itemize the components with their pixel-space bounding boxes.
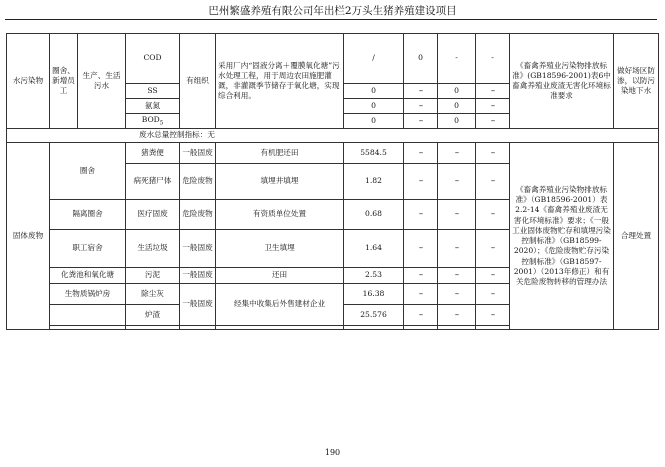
table-row — [7, 34, 659, 84]
value-cell: -- — [404, 268, 438, 284]
pollutant-name: COD — [126, 34, 180, 84]
spacer-cell — [344, 326, 404, 330]
value-cell: 0 — [438, 84, 476, 99]
total-control-cell: 废水总量控制指标：无 — [7, 129, 659, 143]
value-cell: -- — [438, 230, 476, 268]
value-cell: 5584.5 — [344, 143, 404, 164]
spacer-cell — [404, 326, 438, 330]
water-remark-cell: 做好场区防渗，以防污染地下水 — [614, 34, 659, 129]
spacer-cell — [180, 326, 216, 330]
value-cell: -- — [404, 305, 438, 326]
value-cell: 0.68 — [344, 200, 404, 230]
value-cell: -- — [404, 143, 438, 164]
value-cell: -- — [438, 200, 476, 230]
solid-disposal: 卫生填埋 — [216, 230, 344, 268]
pollutant-name: SS — [126, 84, 180, 99]
value-cell: - — [438, 34, 476, 84]
pollutant-table — [6, 33, 659, 330]
solid-disposal: 还田 — [216, 268, 344, 284]
value-cell: -- — [476, 143, 510, 164]
water-source-cell: 圈舍、新增员工 — [50, 34, 78, 129]
value-cell: -- — [476, 268, 510, 284]
value-cell: -- — [476, 305, 510, 326]
solid-source-cell: 职工宿舍 — [50, 230, 126, 268]
spacer-cell — [476, 326, 510, 330]
value-cell: 0 — [344, 114, 404, 129]
value-cell: -- — [404, 84, 438, 99]
value-cell: -- — [438, 164, 476, 200]
value-cell: -- — [476, 284, 510, 305]
value-cell: - — [476, 34, 510, 84]
title-rule — [5, 19, 657, 20]
value-cell: -- — [476, 230, 510, 268]
table-row — [7, 129, 659, 143]
value-cell: -- — [438, 143, 476, 164]
solid-item: 污泥 — [126, 268, 180, 284]
solid-standard-cell: 《畜禽养殖业污染物排放标准》（GB18596-2001）表2.2-14《畜禽养殖业废渣无害化环境标准》要求；《一般工业固体废物贮存和填埋污染控制标准》（GB18599-2020）；《危险废物贮存污染控制标准》（GB18597-2001）（2013年修正）和有关危险废物转移的管理办法 — [510, 143, 614, 330]
solid-nature: 一般固废 — [180, 268, 216, 284]
solid-nature: 一般固废 — [180, 143, 216, 164]
value-cell: 16.38 — [344, 284, 404, 305]
pollutant-name: $BOD_5$ — [126, 114, 180, 129]
value-cell: -- — [476, 99, 510, 114]
solid-nature: 一般固废 — [180, 284, 216, 326]
value-cell: 0 — [438, 114, 476, 129]
value-cell: / — [344, 34, 404, 84]
pollutant-name: 氨氮 — [126, 99, 180, 114]
value-cell: -- — [438, 305, 476, 326]
solid-item: 病死猪尸体 — [126, 164, 180, 200]
value-cell: 1.82 — [344, 164, 404, 200]
table-row — [7, 143, 659, 164]
solid-disposal: 填埋井填埋 — [216, 164, 344, 200]
solid-source-cell: 生物质锅炉房 — [50, 284, 126, 305]
spacer-cell — [438, 326, 476, 330]
value-cell: 1.64 — [344, 230, 404, 268]
water-standard-cell: 《畜禽养殖业污染物排放标准》(GB18596-2001)表6中畜禽养殖业废渣无害化环境标准要求 — [510, 34, 614, 129]
value-cell: 0 — [438, 99, 476, 114]
solid-source-cell — [50, 305, 126, 326]
solid-remark-cell: 合理处置 — [614, 143, 659, 330]
value-cell: -- — [438, 284, 476, 305]
water-measure-cell: 采用厂内“固液分离＋覆膜氧化塘”污水处理工程，用于周边农田施肥灌溉，非灌溉季节储存于氧化塘，实现综合利用。 — [216, 34, 344, 129]
page-title: 巴州繁盛养殖有限公司年出栏2万头生猪养殖建设项目 — [208, 5, 457, 17]
value-cell: 2.53 — [344, 268, 404, 284]
value-cell: -- — [404, 230, 438, 268]
solid-nature: 一般固废 — [180, 230, 216, 268]
solid-nature: 危险废物 — [180, 164, 216, 200]
spacer-cell — [50, 326, 126, 330]
water-category-cell: 水污染物 — [7, 34, 50, 129]
value-cell: -- — [476, 84, 510, 99]
spacer-cell — [126, 326, 180, 330]
value-cell: -- — [476, 114, 510, 129]
value-cell: -- — [404, 114, 438, 129]
page-number: 190 — [324, 448, 341, 457]
solid-disposal: 经集中收集后外售建材企业 — [216, 284, 344, 326]
solid-item: 医疗固废 — [126, 200, 180, 230]
water-generation-cell: 生产、生活污水 — [78, 34, 126, 129]
value-cell: 0 — [344, 84, 404, 99]
value-cell: 25.576 — [344, 305, 404, 326]
value-cell: -- — [404, 200, 438, 230]
value-cell: -- — [404, 284, 438, 305]
value-cell: -- — [476, 200, 510, 230]
solid-item: 猪粪便 — [126, 143, 180, 164]
value-cell: -- — [404, 164, 438, 200]
solid-item: 炉渣 — [126, 305, 180, 326]
solid-category-cell: 固体废物 — [7, 143, 50, 330]
value-cell: -- — [404, 99, 438, 114]
spacer-cell — [216, 326, 344, 330]
value-cell: -- — [476, 164, 510, 200]
solid-nature: 危险废物 — [180, 200, 216, 230]
solid-source-cell: 化粪池和氧化塘 — [50, 268, 126, 284]
solid-item: 生活垃圾 — [126, 230, 180, 268]
solid-disposal: 有机肥还田 — [216, 143, 344, 164]
water-type-cell: 有组织 — [180, 34, 216, 129]
value-cell: 0 — [344, 99, 404, 114]
solid-source-cell: 隔离圈舍 — [50, 200, 126, 230]
solid-disposal: 有资质单位处置 — [216, 200, 344, 230]
value-cell: 0 — [404, 34, 438, 84]
solid-source-cell: 圈舍 — [50, 143, 126, 200]
solid-item: 除尘灰 — [126, 284, 180, 305]
value-cell: -- — [438, 268, 476, 284]
